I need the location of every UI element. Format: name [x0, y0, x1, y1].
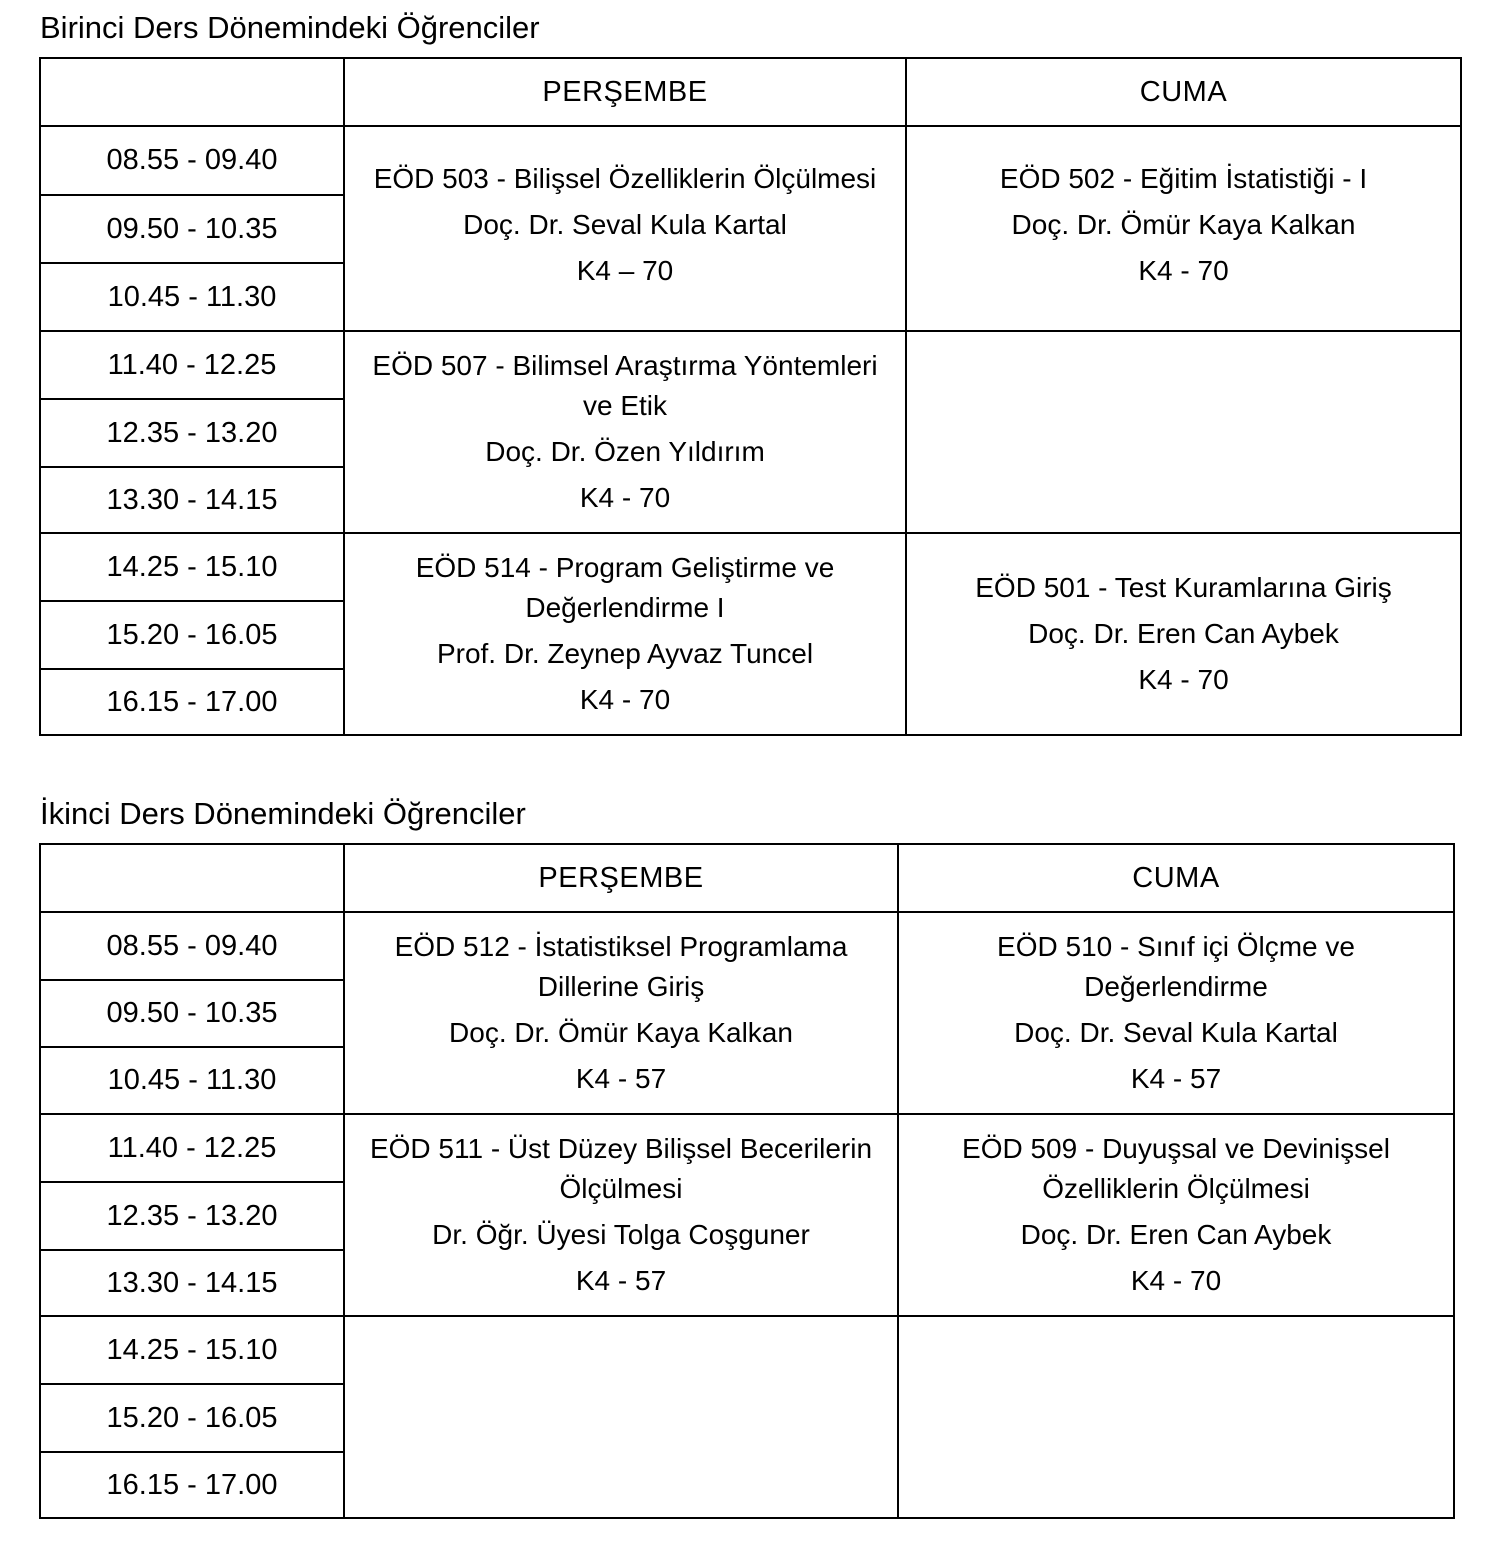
course-title: EÖD 502 - Eğitim İstatistiği - I [999, 162, 1368, 194]
time-slot: 09.50 - 10.35 [40, 195, 344, 263]
header-day-persembe: PERŞEMBE [344, 58, 906, 126]
course-instructor: Doç. Dr. Seval Kula Kartal [463, 208, 787, 240]
course-cell-cuma [906, 533, 1461, 735]
header-time-cell [40, 844, 344, 912]
time-slot: 09.50 - 10.35 [40, 980, 344, 1047]
course-instructor: Prof. Dr. Zeynep Ayvaz Tuncel [436, 638, 814, 669]
time-slot: 13.30 - 14.15 [40, 467, 344, 533]
course-cell-persembe [344, 126, 906, 331]
time-slot: 16.15 - 17.00 [40, 669, 344, 735]
header-day-cuma: CUMA [906, 58, 1461, 126]
time-row [40, 533, 1461, 601]
time-slot: 15.20 - 16.05 [40, 601, 344, 669]
time-row [40, 1114, 1454, 1182]
time-slot: 12.35 - 13.20 [40, 1182, 344, 1250]
course-title: EÖD 512 - İstatistiksel Programlama [394, 931, 848, 962]
course-instructor: Dr. Öğr. Üyesi Tolga Coşguner [432, 1219, 810, 1250]
course-title: EÖD 514 - Program Geliştirme ve [415, 552, 835, 583]
course-room: K4 - 70 [1138, 254, 1229, 286]
course-cell-persembe [344, 533, 906, 735]
course-title-continued: Değerlendirme [1084, 971, 1268, 1002]
course-title: EÖD 503 - Bilişsel Özelliklerin Ölçülmesi [373, 162, 877, 194]
time-slot: 11.40 - 12.25 [40, 1114, 344, 1182]
course-instructor: Doç. Dr. Eren Can Aybek [1020, 1219, 1332, 1250]
course-instructor: Doç. Dr. Eren Can Aybek [1028, 618, 1339, 649]
time-slot: 15.20 - 16.05 [40, 1384, 344, 1452]
header-row [40, 58, 1461, 126]
course-title: EÖD 509 - Duyuşsal ve Devinişsel [962, 1133, 1390, 1164]
course-room: K4 - 70 [579, 482, 671, 513]
course-room: K4 - 57 [575, 1063, 667, 1094]
course-room: K4 - 70 [1130, 1265, 1222, 1296]
course-cell-persembe [344, 1114, 898, 1316]
course-room: K4 - 57 [575, 1265, 667, 1296]
course-instructor: Doç. Dr. Özen Yıldırım [485, 436, 765, 467]
course-title: EÖD 510 - Sınıf içi Ölçme ve [997, 931, 1355, 962]
time-row [40, 912, 1454, 980]
schedule-table-first-term [39, 57, 1462, 736]
course-title-continued: ve Etik [582, 390, 668, 421]
time-slot: 14.25 - 15.10 [40, 1316, 344, 1384]
course-instructor: Doç. Dr. Seval Kula Kartal [1014, 1017, 1338, 1048]
time-slot: 10.45 - 11.30 [40, 263, 344, 331]
course-title-continued: Değerlendirme I [525, 592, 725, 623]
schedule-table-second-term [39, 843, 1455, 1519]
course-title: EÖD 501 - Test Kuramlarına Giriş [975, 572, 1392, 603]
time-slot: 12.35 - 13.20 [40, 399, 344, 467]
course-title-continued: Ölçülmesi [559, 1173, 683, 1204]
empty-course-cell-cuma [906, 331, 1461, 533]
course-room: K4 - 70 [1138, 664, 1229, 695]
time-slot: 10.45 - 11.30 [40, 1047, 344, 1114]
course-cell-cuma [898, 1114, 1454, 1316]
empty-course-cell-cuma [898, 1316, 1454, 1518]
time-row [40, 1316, 1454, 1384]
course-cell-persembe [344, 912, 898, 1114]
section-title-second-term: İkinci Ders Dönemindeki Öğrenciler [40, 796, 526, 831]
course-cell-cuma [898, 912, 1454, 1114]
time-row [40, 126, 1461, 195]
course-room: K4 – 70 [576, 254, 674, 286]
header-day-cuma: CUMA [898, 844, 1454, 912]
course-cell-cuma [906, 126, 1461, 331]
header-row [40, 844, 1454, 912]
section-title-first-term: Birinci Ders Dönemindeki Öğrenciler [40, 10, 540, 45]
course-title-continued: Özelliklerin Ölçülmesi [1042, 1173, 1310, 1204]
time-row [40, 331, 1461, 399]
course-cell-persembe [344, 331, 906, 533]
time-slot: 16.15 - 17.00 [40, 1452, 344, 1518]
course-instructor: Doç. Dr. Ömür Kaya Kalkan [1011, 208, 1356, 240]
course-title: EÖD 507 - Bilimsel Araştırma Yöntemleri [372, 350, 878, 381]
empty-course-cell-persembe [344, 1316, 898, 1518]
course-room: K4 - 70 [579, 684, 671, 715]
time-slot: 08.55 - 09.40 [40, 126, 344, 195]
course-title-continued: Dillerine Giriş [537, 971, 705, 1002]
header-day-persembe: PERŞEMBE [344, 844, 898, 912]
time-slot: 11.40 - 12.25 [40, 331, 344, 399]
course-room: K4 - 57 [1130, 1063, 1222, 1094]
course-title: EÖD 511 - Üst Düzey Bilişsel Becerilerin [369, 1133, 873, 1164]
course-instructor: Doç. Dr. Ömür Kaya Kalkan [449, 1017, 793, 1048]
time-slot: 13.30 - 14.15 [40, 1250, 344, 1316]
time-slot: 14.25 - 15.10 [40, 533, 344, 601]
header-time-cell [40, 58, 344, 126]
time-slot: 08.55 - 09.40 [40, 912, 344, 980]
